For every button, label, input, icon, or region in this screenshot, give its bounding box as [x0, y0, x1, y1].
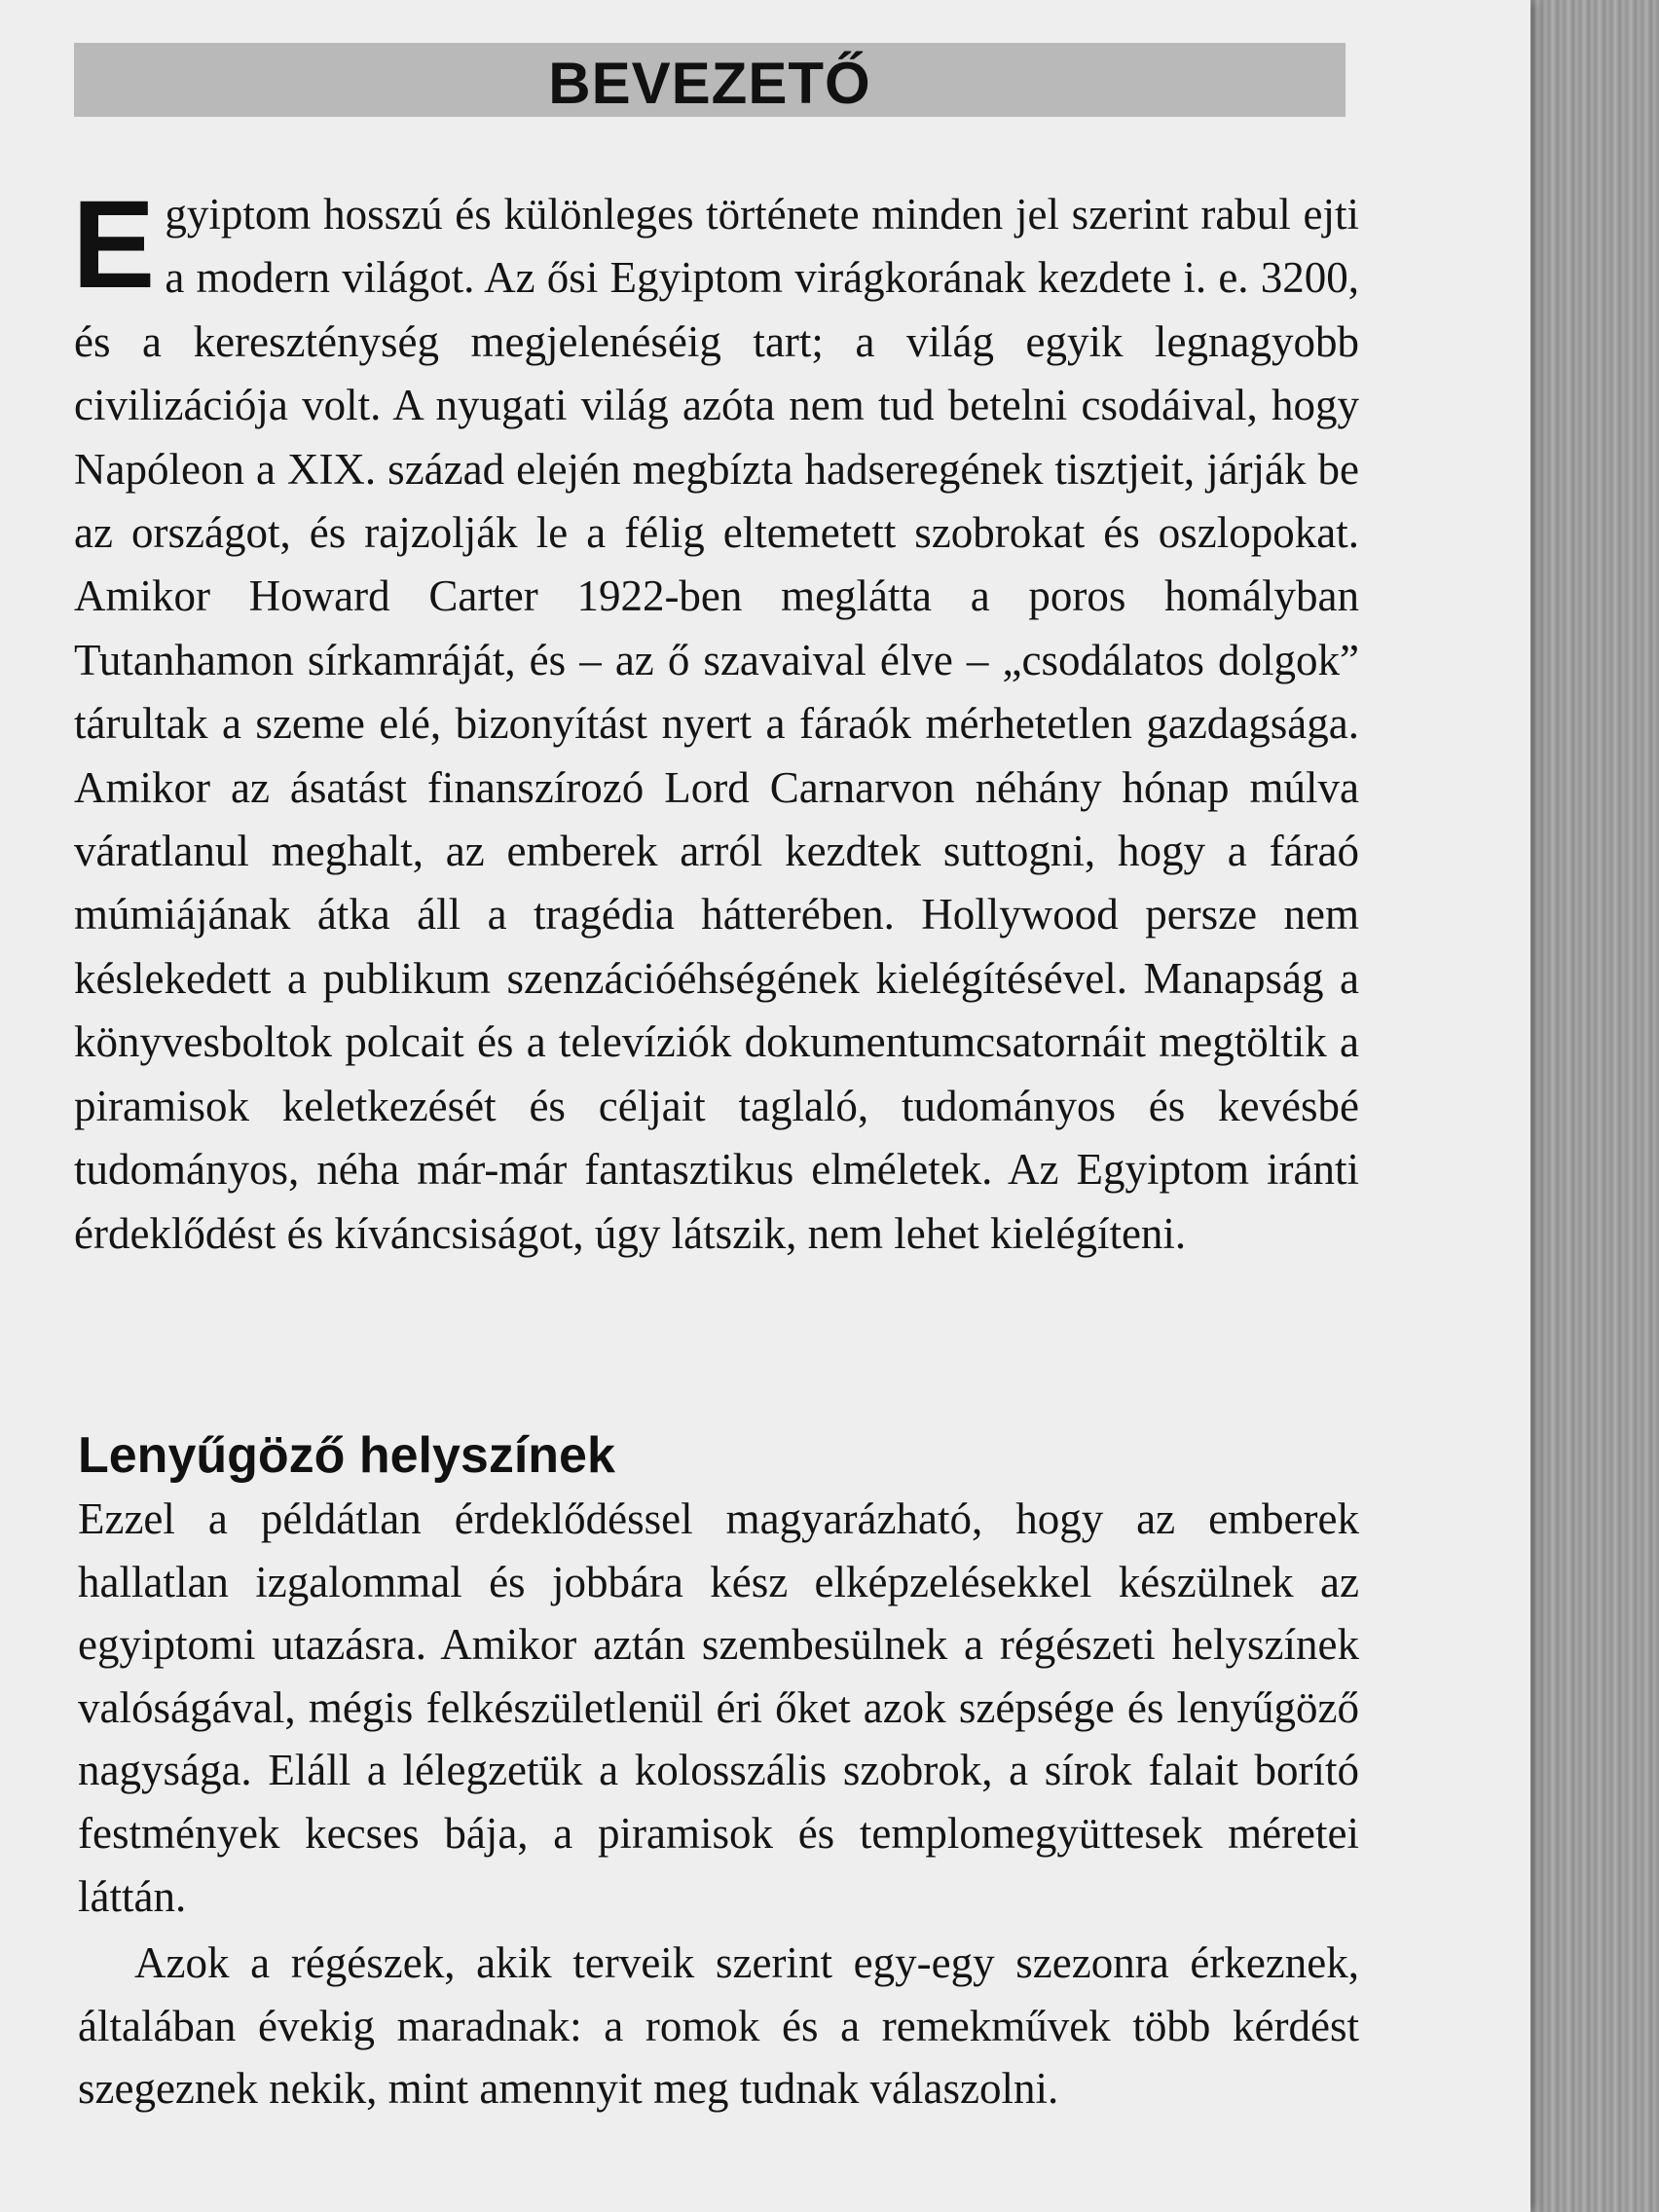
- page-title: BEVEZETŐ: [548, 51, 871, 116]
- section-paragraph-1: Ezzel a példátlan érdeklődéssel magyarázható, hogy az emberek hallatlan izgalommal és jobbára kész elképzelésekkel készülnek az egyiptomi utazásra. Amikor aztán szembesülnek a régészeti helyszínek valóságával, mégis felkészületlenül éri őket azok szépsége és lenyűgöző nagysága. Eláll a lélegzetük a kolosszális szobrok, a sírok falait borító festmények kecses bája, a piramisok és templomegyüttesek méretei láttán.: [78, 1494, 1359, 1921]
- intro-paragraph-text: gyiptom hosszú és különleges története minden jel szerint rabul ejti a modern világot. Az ősi Egyiptom virágkorának kezdete i. e. 3200, és a kereszténység megjelenéséig tart; a világ egyik legnagyobb civilizációja volt. A nyugati világ azóta nem tud betelni csodáival, hogy Napóleon a XIX. század elején megbízta hadseregének tisztjeit, járják be az országot, és rajzolják le a félig eltemetett szobrokat és oszlopokat. Amikor Howard Carter 1922-ben meglátta a poros homályban Tutanhamon sírkamráját, és – az ő szavaival élve – „csodálatos dolgok” tárultak a szeme elé, bizonyítást nyert a fáraók mérhetetlen gazdagsága. Amikor az ásatást finanszírozó Lord Carnarvon néhány hónap múlva váratlanul meghalt, az emberek arról kezdtek suttogni, hogy a fáraó múmiájának átka áll a tragédia hátterében. Hollywood persze nem késlekedett a publikum szenzációéhségének kielégítésével. Manapság a könyvesboltok polcait és a televíziók dokumentumcsatornáit megtöltik a piramisok keletkezését és céljait taglaló, tudományos és kevésbé tudományos, néha már-már fantasztikus elméletek. Az Egyiptom iránti érdeklődést és kíváncsiságot, úgy látszik, nem lehet kielégíteni.: [74, 190, 1359, 1258]
- intro-paragraph: [72, 175, 1359, 1266]
- drop-cap: E: [72, 175, 156, 314]
- section-paragraph-2: Azok a régészek, akik terveik szerint egy-egy szezonra érkeznek, általában évekig maradnak: a romok és a remekművek több kérdést szegeznek nekik, mint amennyit meg tudnak válaszolni.: [78, 1938, 1359, 2114]
- section-text: [78, 1488, 1359, 2120]
- section-heading: Lenyűgöző helyszínek: [78, 1427, 615, 1484]
- intro-text: [72, 175, 1359, 1266]
